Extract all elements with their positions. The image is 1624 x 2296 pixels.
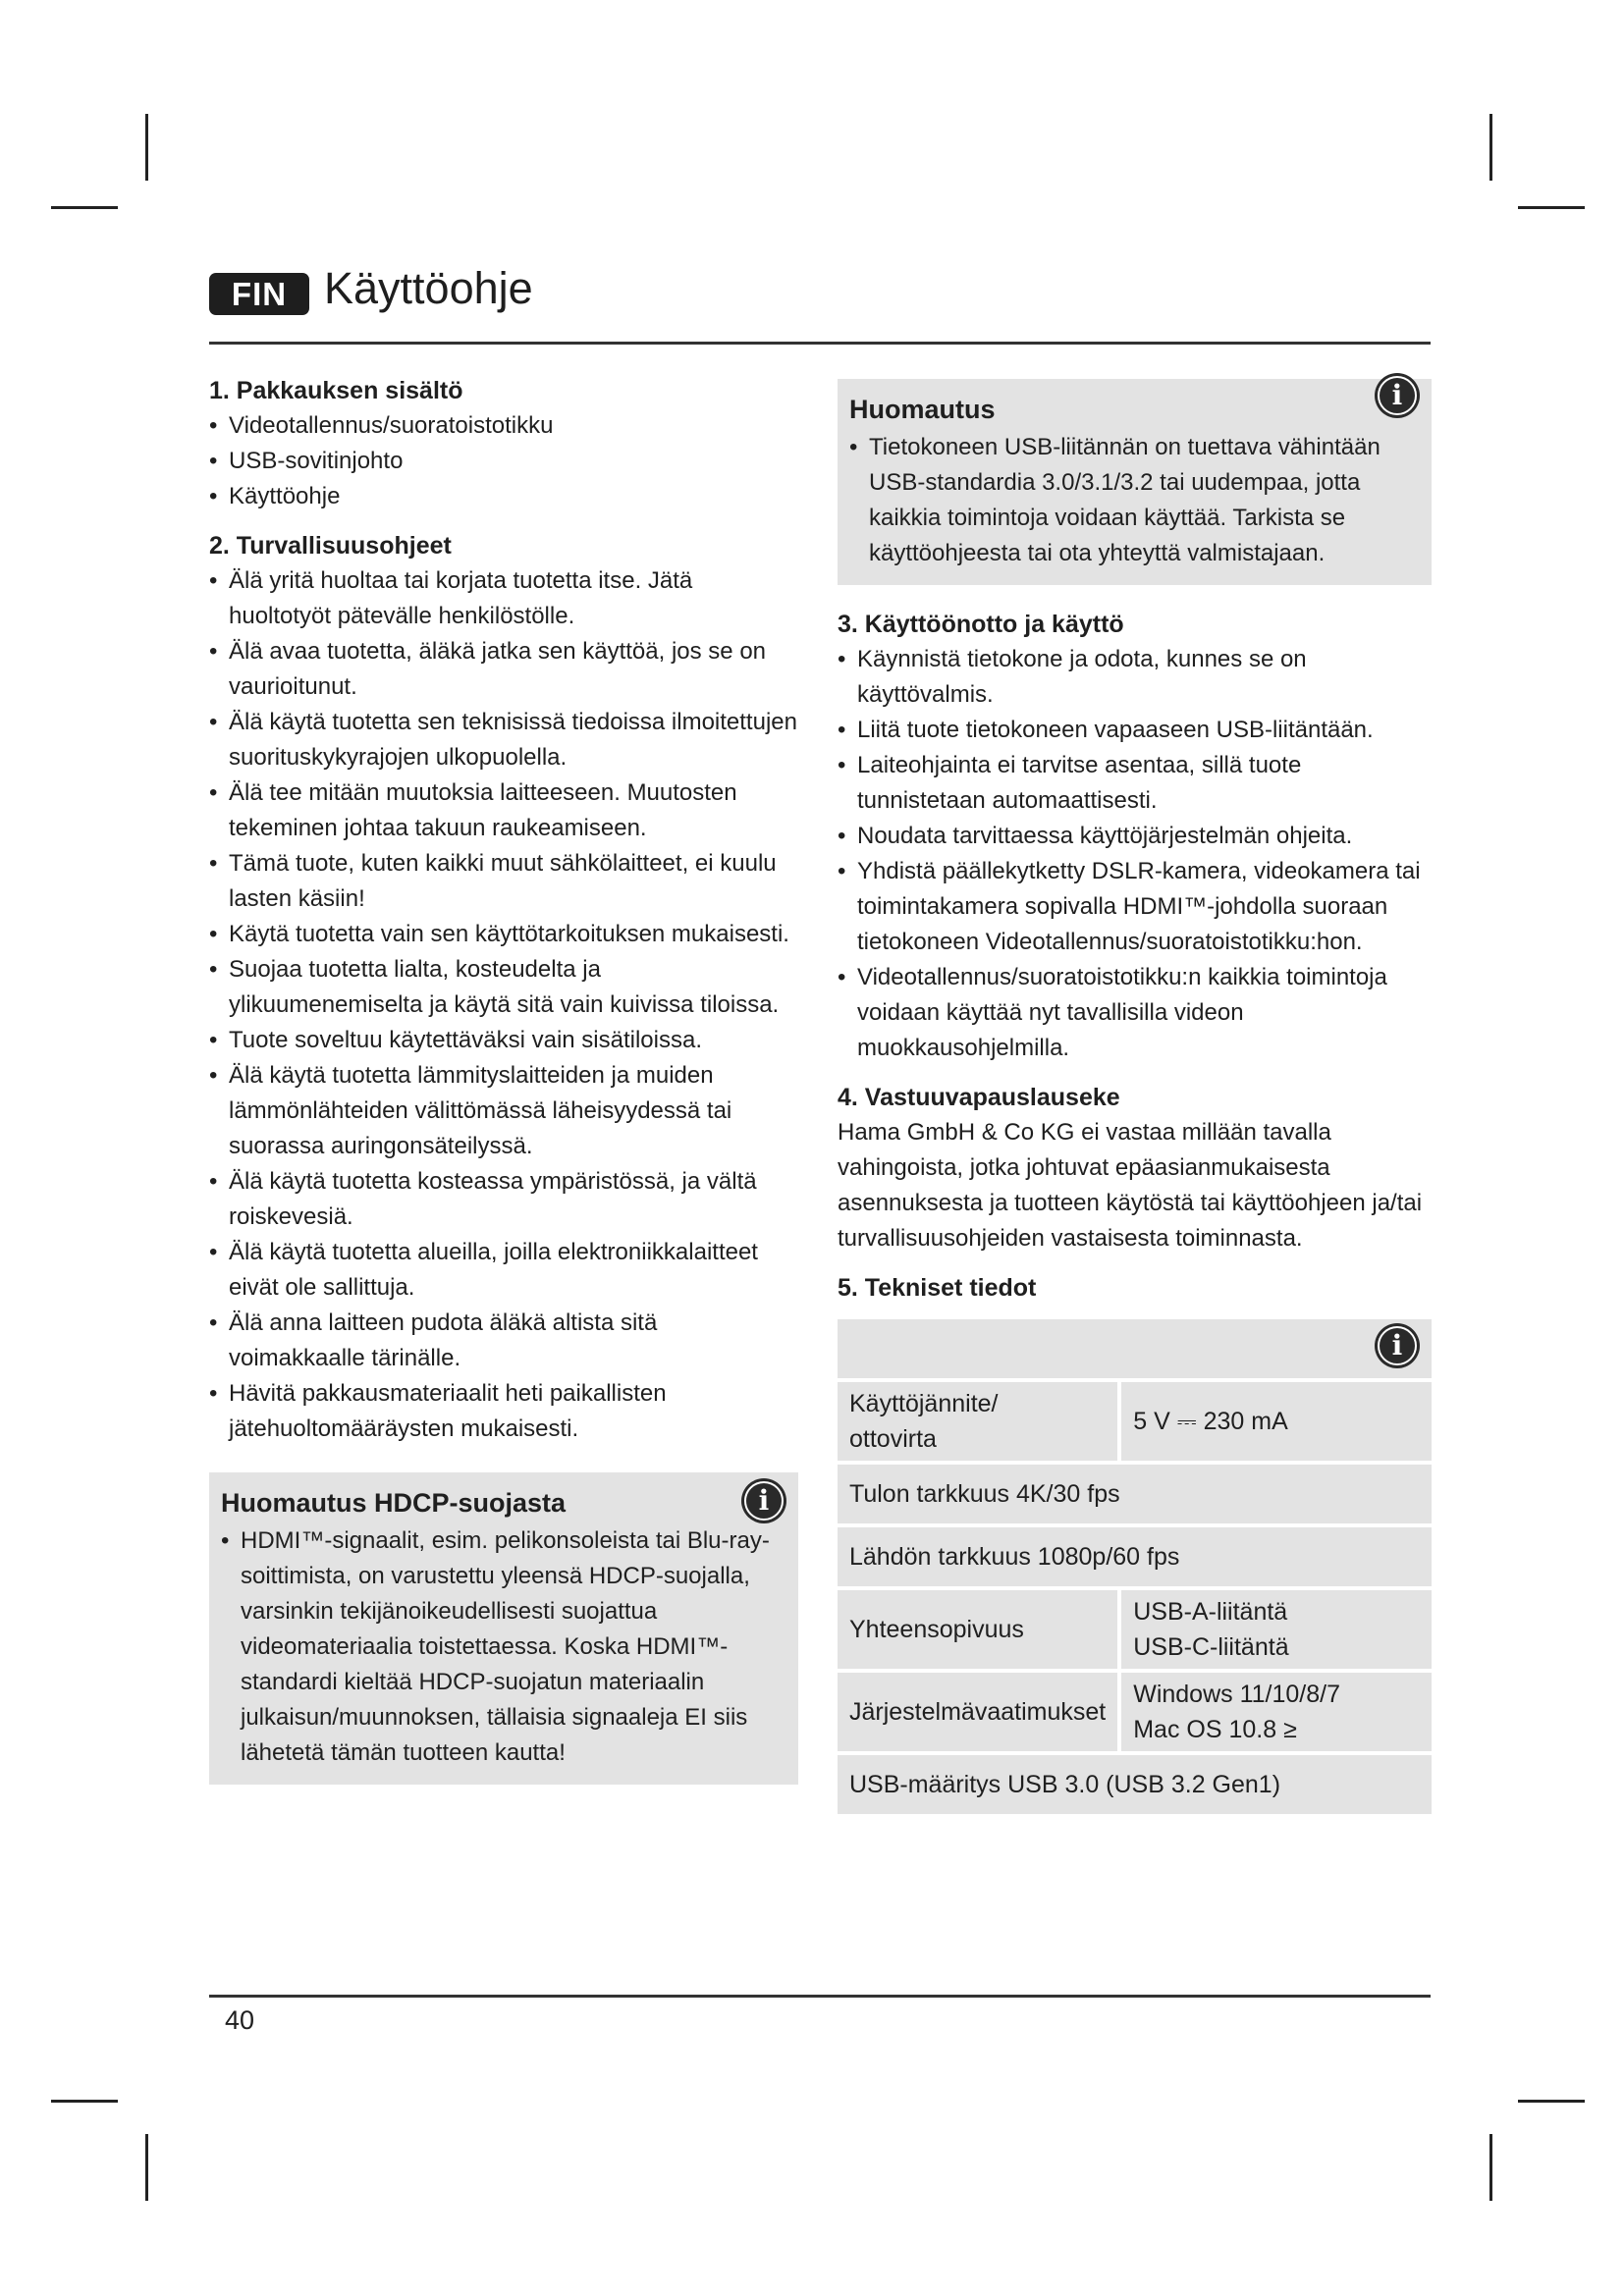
list-item: • USB-sovitinjohto <box>209 444 798 479</box>
section-title: 4. Vastuuvapauslauseke <box>838 1084 1120 1111</box>
header-rule <box>209 342 1431 345</box>
info-icon: i <box>741 1478 786 1523</box>
list-item: • Liitä tuote tietokoneen vapaaseen USB-liitäntään. <box>838 713 1432 748</box>
list-item: • Laiteohjainta ei tarvitse asentaa, sillä tuote tunnistetaan automaattisesti. <box>838 748 1432 819</box>
table-cell: Windows 11/10/8/7 Mac OS 10.8 ≥ <box>1121 1673 1432 1755</box>
bullet-list <box>849 430 1420 571</box>
list-item: • Videotallennus/suoratoistotikku <box>209 408 798 444</box>
list-item: • Noudata tarvittaessa käyttöjärjestelmän ohjeita. <box>838 819 1432 854</box>
list-item: • Älä käytä tuotetta sen teknisissä tiedoissa ilmoitettujen suorituskykyrajojen ulkopuolella. <box>209 705 798 775</box>
footer-rule <box>209 1995 1431 1998</box>
table-row <box>838 1382 1432 1465</box>
language-badge: FIN <box>209 273 309 315</box>
disclaimer-text: Hama GmbH & Co KG ei vastaa millään tavalla vahingoista, jotka johtuvat epäasianmukaisesta asennuksesta ja tuotteen käytöstä tai käyttöohjeen ja/tai turvallisuusohjeiden vastaisesta toiminnasta. <box>838 1119 1423 1252</box>
list-item: • Älä tee mitään muutoksia laitteeseen. Muutosten tekeminen johtaa takuun raukeamiseen. <box>209 775 798 846</box>
list-item: • Käytä tuotetta vain sen käyttötarkoituksen mukaisesti. <box>209 917 798 952</box>
section-title: 5. Tekniset tiedot <box>838 1274 1037 1302</box>
crop-mark <box>1489 114 1492 181</box>
crop-mark <box>1489 2134 1492 2201</box>
usb-note-box <box>838 379 1432 585</box>
spec-table-wrapper <box>838 1319 1432 1818</box>
page-number: 40 <box>225 2005 255 2035</box>
table-row <box>838 1673 1432 1755</box>
table-row <box>838 1590 1432 1673</box>
bullet-list <box>838 642 1432 1066</box>
bullet-list <box>209 408 798 514</box>
table-cell: USB-määritys USB 3.0 (USB 3.2 Gen1) <box>838 1755 1432 1818</box>
section-disclaimer <box>838 1080 1432 1256</box>
list-item: • Käynnistä tietokone ja odota, kunnes se on käyttövalmis. <box>838 642 1432 713</box>
crop-mark <box>51 2100 118 2103</box>
table-row <box>838 1527 1432 1590</box>
list-item: • Tuote soveltuu käytettäväksi vain sisätiloissa. <box>209 1023 798 1058</box>
list-item: • Älä käytä tuotetta kosteassa ympäristössä, ja vältä roiskevesiä. <box>209 1164 798 1235</box>
table-row <box>838 1755 1432 1818</box>
crop-mark <box>51 206 118 209</box>
info-icon: i <box>1375 373 1420 418</box>
section-package <box>209 373 798 514</box>
hdcp-note-box <box>209 1472 798 1785</box>
table-row <box>838 1465 1432 1527</box>
table-row <box>838 1319 1432 1382</box>
list-item: • Videotallennus/suoratoistotikku:n kaikkia toimintoja voidaan käyttää nyt tavallisilla videon muokkausohjelmilla. <box>838 960 1432 1066</box>
list-item: • Älä yritä huoltaa tai korjata tuotetta itse. Jätä huoltotyöt pätevälle henkilöstölle. <box>209 563 798 634</box>
crop-mark <box>145 114 148 181</box>
info-icon: i <box>1375 1323 1420 1368</box>
list-item: • Älä käytä tuotetta lämmityslaitteiden ja muiden lämmönlähteiden välittömässä läheisyydessä tai suorassa auringonsäteilyssä. <box>209 1058 798 1164</box>
crop-mark <box>1518 2100 1585 2103</box>
spec-table <box>838 1319 1432 1818</box>
section-title: 2. Turvallisuusohjeet <box>209 532 452 560</box>
crop-mark <box>1518 206 1585 209</box>
list-item: • HDMI™-signaalit, esim. pelikonsoleista tai Blu-ray-soittimista, on varustettu yleensä HDCP-suojalla, varsinkin tekijänoikeudellisesti suojattua videomateriaalia toistettaessa. Koska HDMI™-standardi kieltää HDCP-suojatun materiaalin julkaisun/muunnoksen, tällaisia signaaleja EI siis lähetetä tämän tuotteen kautta! <box>221 1523 786 1771</box>
table-cell: Lähdön tarkkuus 1080p/60 fps <box>838 1527 1432 1590</box>
bullet-list <box>209 563 798 1447</box>
page-title: Käyttöohje <box>324 263 533 313</box>
bullet-list <box>221 1523 786 1771</box>
list-item: • Älä avaa tuotetta, äläkä jatka sen käyttöä, jos se on vaurioitunut. <box>209 634 798 705</box>
section-specs <box>838 1270 1432 1818</box>
table-cell: Käyttöjännite/ ottovirta <box>838 1382 1121 1465</box>
section-safety <box>209 528 798 1447</box>
list-item: • Käyttöohje <box>209 479 798 514</box>
list-item: • Älä käytä tuotetta alueilla, joilla elektroniikkalaitteet eivät ole sallittuja. <box>209 1235 798 1306</box>
list-item: • Suojaa tuotetta lialta, kosteudelta ja ylikuumenemiselta ja käytä sitä vain kuivissa tiloissa. <box>209 952 798 1023</box>
list-item: • Hävitä pakkausmateriaalit heti paikallisten jätehuoltomääräysten mukaisesti. <box>209 1376 798 1447</box>
section-title: 1. Pakkauksen sisältö <box>209 377 463 404</box>
left-column <box>209 373 798 1785</box>
right-column <box>838 379 1432 1832</box>
list-item: • Tietokoneen USB-liitännän on tuettava vähintään USB-standardia 3.0/3.1/3.2 tai uudempaa, jotta kaikkia toimintoja voidaan käyttää. Tarkista se käyttöohjeesta tai ota yhteyttä valmistajaan. <box>849 430 1420 571</box>
list-item: • Älä anna laitteen pudota äläkä altista sitä voimakkaalle tärinälle. <box>209 1306 798 1376</box>
section-setup <box>838 607 1432 1066</box>
table-cell: USB-A-liitäntä USB-C-liitäntä <box>1121 1590 1432 1673</box>
table-cell: Yhteensopivuus <box>838 1590 1121 1673</box>
note-title: Huomautus HDCP-suojasta <box>221 1488 567 1518</box>
table-cell: 5 V ⎓ 230 mA <box>1121 1382 1432 1465</box>
section-title: 3. Käyttöönotto ja käyttö <box>838 611 1124 638</box>
crop-mark <box>145 2134 148 2201</box>
table-cell: Järjestelmävaatimukset <box>838 1673 1121 1755</box>
list-item: • Yhdistä päällekytketty DSLR-kamera, videokamera tai toimintakamera sopivalla HDMI™-johdolla suoraan tietokoneen Videotallennus/suoratoistotikku:hon. <box>838 854 1432 960</box>
note-title: Huomautus <box>849 395 996 424</box>
table-cell: Tulon tarkkuus 4K/30 fps <box>838 1465 1432 1527</box>
list-item: • Tämä tuote, kuten kaikki muut sähkölaitteet, ei kuulu lasten käsiin! <box>209 846 798 917</box>
